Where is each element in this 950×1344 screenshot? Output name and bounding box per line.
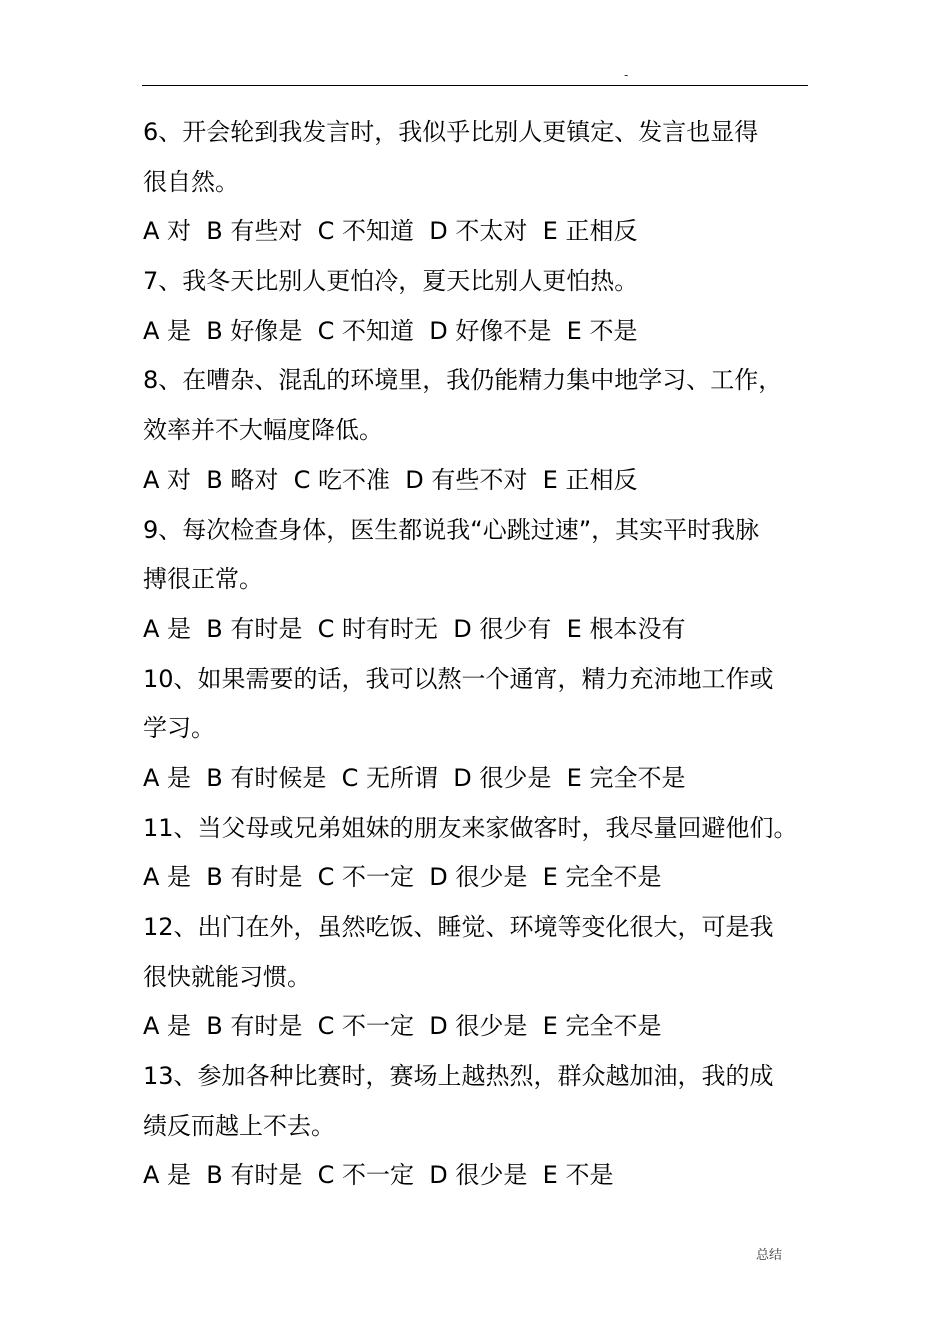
question-6-text: 6、开会轮到我发言时，我似乎比别人更镇定、发言也显得: [143, 118, 759, 146]
question-7-options: A 是 B 好像是 C 不知道 D 好像不是 E 不是: [143, 316, 638, 345]
question-10-text: 10、如果需要的话，我可以熬一个通宵，精力充沛地工作或: [143, 664, 774, 693]
header-mark: -: [624, 68, 629, 82]
question-6-text-cont: 很自然。: [143, 167, 239, 196]
question-11-options: A 是 B 有时是 C 不一定 D 很少是 E 完全不是: [143, 863, 662, 892]
question-13-text-cont: 绩反而越上不去。: [143, 1111, 335, 1140]
document-body: [143, 108, 815, 1201]
question-6-options: A 对 B 有些对 C 不知道 D 不太对 E 正相反: [143, 217, 638, 246]
question-9-options: A 是 B 有时是 C 时有时无 D 很少有 E 根本没有: [143, 614, 686, 643]
header-rule: [142, 85, 808, 86]
question-11-text: 11、当父母或兄弟姐妹的朋友来家做客时，我尽量回避他们。: [143, 813, 798, 842]
question-8-options: A 对 B 略对 C 吃不准 D 有些不对 E 正相反: [143, 465, 638, 494]
question-7-text: 7、我冬天比别人更怕冷，夏天比别人更怕热。: [143, 267, 639, 296]
question-10-options: A 是 B 有时候是 C 无所谓 D 很少是 E 完全不是: [143, 763, 686, 792]
question-12-text-cont: 很快就能习惯。: [143, 962, 311, 991]
question-12-text: 12、出门在外，虽然吃饭、睡觉、环境等变化很大，可是我: [143, 913, 774, 941]
question-8-text-cont: 效率并不大幅度降低。: [143, 416, 383, 445]
question-10-text-cont: 学习。: [143, 714, 215, 743]
question-9-text: 9、每次检查身体，医生都说我“心跳过速”，其实平时我脉: [143, 515, 760, 544]
question-13-text: 13、参加各种比赛时，赛场上越热烈，群众越加油，我的成: [143, 1062, 774, 1091]
question-8-text: 8、在嘈杂、混乱的环境里，我仍能精力集中地学习、工作，: [143, 366, 783, 395]
question-9-text-cont: 搏很正常。: [143, 565, 263, 594]
question-12-options: A 是 B 有时是 C 不一定 D 很少是 E 完全不是: [143, 1012, 662, 1041]
footer-label: 总结: [756, 1248, 783, 1263]
question-13-options: A 是 B 有时是 C 不一定 D 很少是 E 不是: [143, 1161, 614, 1190]
